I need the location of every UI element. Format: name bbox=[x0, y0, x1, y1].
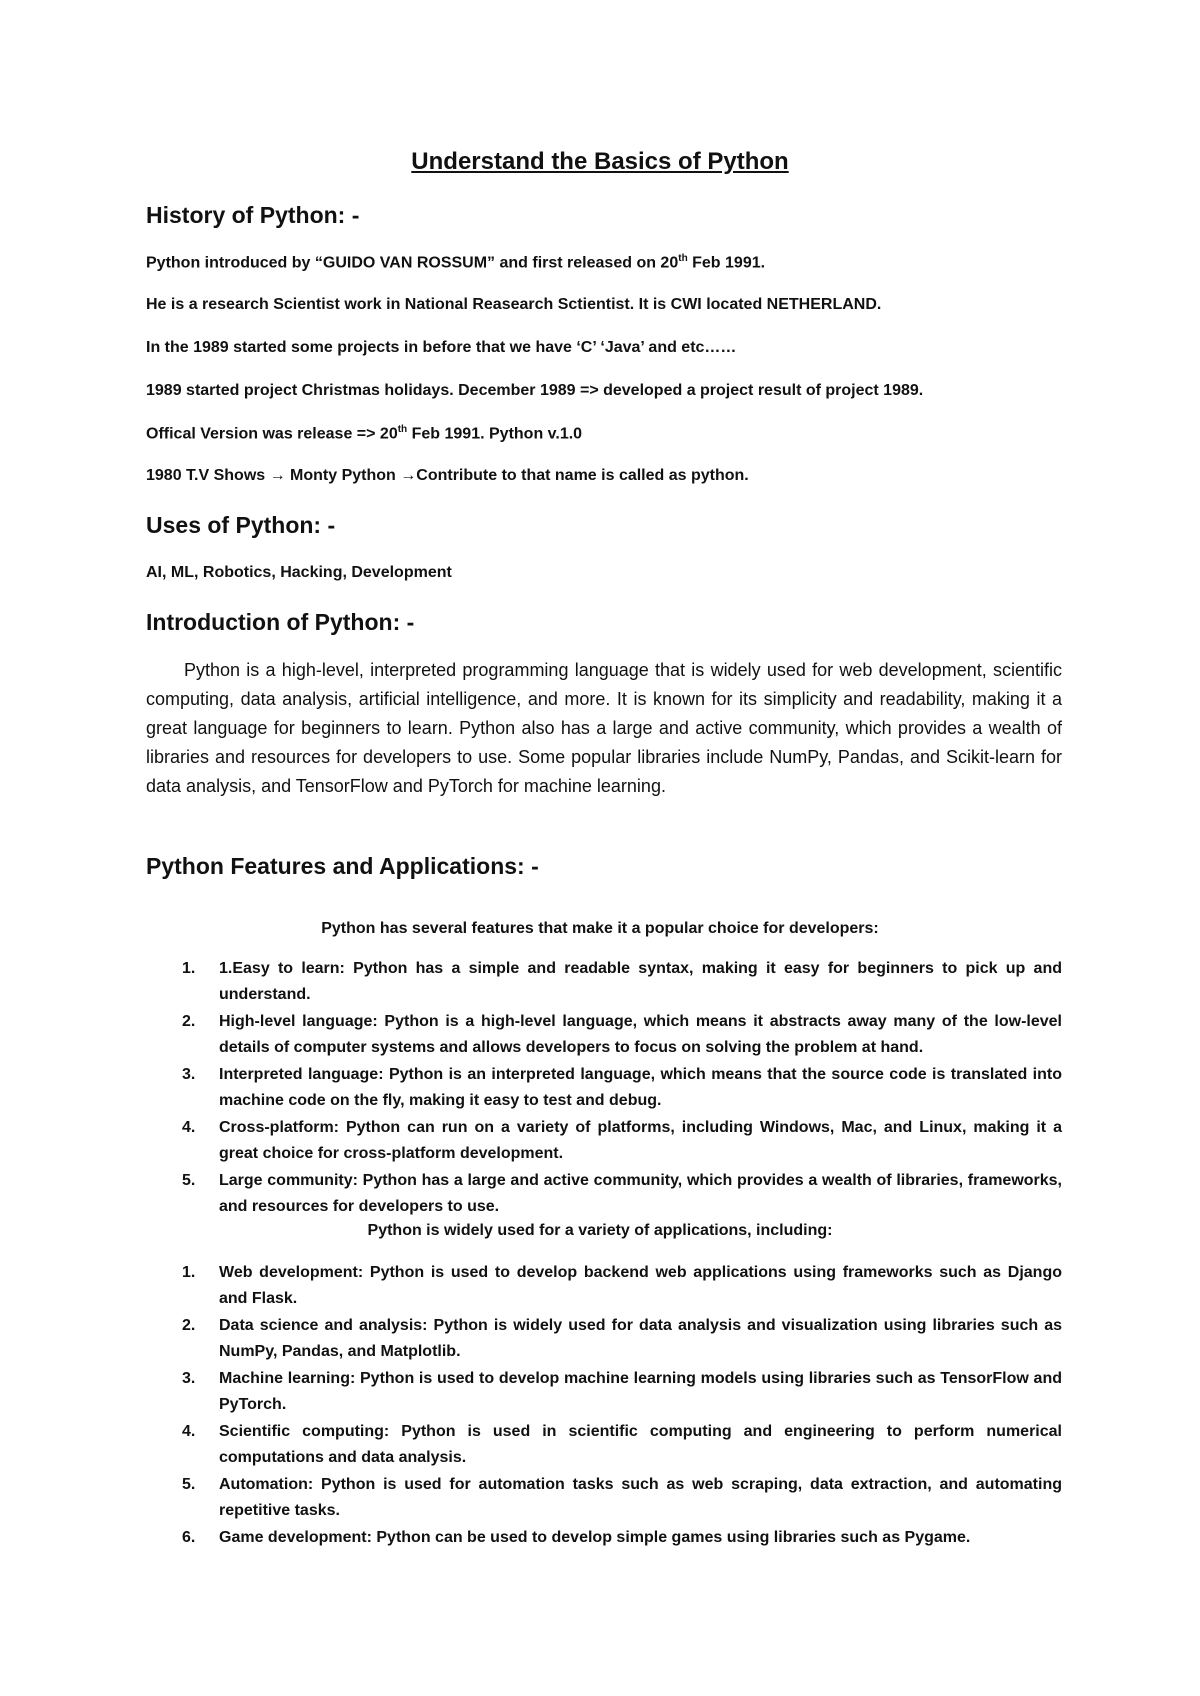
history-line-3: In the 1989 started some projects in before that we have ‘C’ ‘Java’ and etc…… bbox=[146, 339, 737, 356]
list-item: 4. Scientific computing: Python is used in scientific computing and engineering to perform numerical computations and data analysis. bbox=[182, 1423, 1062, 1466]
history-line-1: Python introduced by “GUIDO VAN ROSSUM” and first released on 20th Feb 1991. bbox=[146, 253, 766, 272]
uses-text: AI, ML, Robotics, Hacking, Development bbox=[146, 564, 452, 581]
uses-heading: Uses of Python: - bbox=[146, 512, 336, 538]
applications-list bbox=[146, 1260, 1062, 1552]
history-heading: History of Python: - bbox=[146, 202, 360, 228]
list-item: 1. 1.Easy to learn: Python has a simple and readable syntax, making it easy for beginners to pick up and understand. bbox=[182, 960, 1062, 1003]
introduction-heading: Introduction of Python: - bbox=[146, 609, 415, 635]
list-item: 6. Game development: Python can be used to develop simple games using libraries such as Pygame. bbox=[182, 1529, 971, 1546]
page-title: Understand the Basics of Python bbox=[411, 148, 789, 175]
list-item: 3. Machine learning: Python is used to develop machine learning models using libraries such as TensorFlow and PyTorch. bbox=[182, 1370, 1062, 1413]
list-item: 5. Large community: Python has a large and active community, which provides a wealth of libraries, frameworks, and resources for developers to use. bbox=[182, 1172, 1062, 1215]
list-item: 4. Cross-platform: Python can run on a variety of platforms, including Windows, Mac, and Linux, making it a great choice for cross-platform development. bbox=[182, 1119, 1062, 1162]
list-item: 5. Automation: Python is used for automation tasks such as web scraping, data extraction, and automating repetitive tasks. bbox=[182, 1476, 1062, 1519]
list-item: 2. Data science and analysis: Python is widely used for data analysis and visualization using libraries such as NumPy, Pandas, and Matplotlib. bbox=[182, 1317, 1062, 1360]
history-line-6: 1980 T.V Shows → Monty Python →Contribute to that name is called as python. bbox=[146, 467, 749, 484]
list-item: 2. High-level language: Python is a high-level language, which means it abstracts away many of the low-level details of computer systems and allows developers to focus on solving the problem at hand. bbox=[182, 1013, 1062, 1056]
introduction-paragraph: Python is a high-level, interpreted programming language that is widely used for web development, scientific computing, data analysis, artificial intelligence, and more. It is known for its simplicity and readability, making it a great language for beginners to learn. Python also has a large and active community, which provides a wealth of libraries and resources for developers to use. Some popular libraries include NumPy, Pandas, and Scikit-learn for data analysis, and TensorFlow and PyTorch for machine learning. bbox=[146, 660, 1062, 796]
features-heading: Python Features and Applications: - bbox=[146, 853, 539, 879]
applications-intro: Python is widely used for a variety of applications, including: bbox=[367, 1222, 833, 1239]
features-intro: Python has several features that make it a popular choice for developers: bbox=[321, 920, 879, 937]
history-line-4: 1989 started project Christmas holidays. December 1989 => developed a project result of project 1989. bbox=[146, 382, 924, 399]
history-line-5: Offical Version was release => 20th Feb 1991. Python v.1.0 bbox=[146, 424, 583, 443]
list-item: 3. Interpreted language: Python is an interpreted language, which means that the source code is translated into machine code on the fly, making it easy to test and debug. bbox=[182, 1066, 1062, 1109]
list-item: 1. Web development: Python is used to develop backend web applications using frameworks such as Django and Flask. bbox=[182, 1264, 1062, 1307]
history-line-2: He is a research Scientist work in National Reasearch Sctientist. It is CWI located NETHERLAND. bbox=[146, 296, 882, 313]
features-list bbox=[146, 956, 1062, 1221]
